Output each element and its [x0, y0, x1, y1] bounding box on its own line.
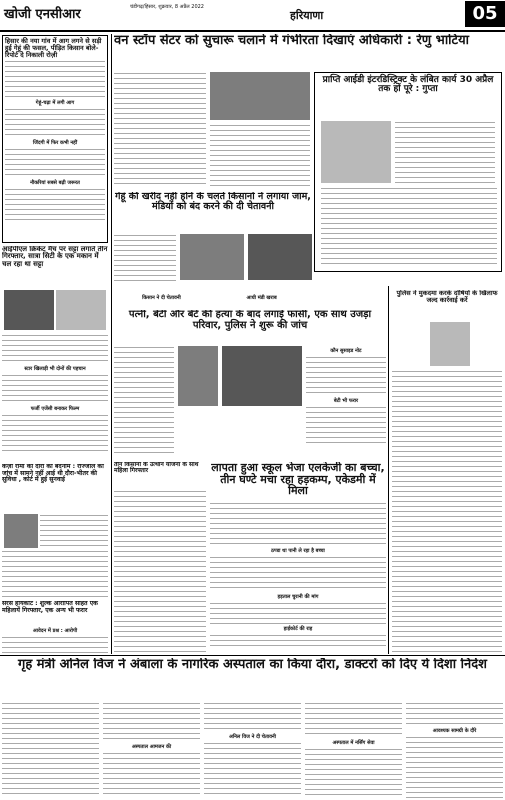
- wheat-photo-1: [180, 234, 244, 280]
- lko-headline-box: [210, 462, 386, 500]
- left-story-3-body-2: [2, 550, 108, 598]
- subhead: नौकरियां सबसे बढ़ी जरूरत: [30, 180, 80, 187]
- murder-headline-box: [114, 310, 386, 344]
- body-text: [210, 556, 386, 592]
- body-text: [2, 550, 108, 598]
- bottom-body: [2, 702, 503, 798]
- murder-photo-1: [178, 346, 218, 406]
- body-text: [5, 60, 105, 98]
- subhead: स्टार खिलाड़ी भी दोनों की पहचान: [24, 366, 86, 372]
- left-headline-2: आईपीएल क्रिकेट मैच पर सट्टा लगाते तीन गिरफ्तार, सात्रा सिटी के एक मकान में चल रहा था सट्टा: [2, 246, 108, 268]
- bottom-column: [103, 702, 200, 798]
- body-text: [103, 702, 200, 742]
- subhead: हड़ताल चुरानी की मांग: [277, 594, 319, 600]
- lead-body-col-2: [210, 124, 310, 188]
- subhead: आधी मंडी खराब: [246, 295, 277, 301]
- subhead: आवेदन में प्रश्न : आरोपी: [32, 628, 78, 634]
- subhead: अस्पताल आमजन की: [131, 744, 172, 750]
- left-story-3-headline: [2, 464, 108, 512]
- body-text: [210, 602, 386, 624]
- left-headline-1: हिसार की नया गांव में आग लगने से सड़ी हुई गेहूं की फसल, पीड़ित किसान बोले- रिपोर्ट दे निकाली रोज़ी: [5, 37, 102, 59]
- body-text: [2, 636, 108, 654]
- lead-headline: वन स्टॉप सेंटर को सुचारू चलाने में गंभीरता दिखाएं अधिकारी : रेणु भाटिया: [114, 34, 470, 48]
- body-text: [210, 634, 386, 648]
- left-headline-4: सरस हायकोर्ट : शुल्क आरोपित सहित एक महिलायें गिरफ्तार, एक अन्य भी फरार: [2, 601, 98, 614]
- murder-body-1: [114, 346, 174, 456]
- body-text: [306, 356, 386, 396]
- left-story-2-body: [2, 334, 108, 462]
- body-text: [2, 414, 108, 454]
- wheat-subheads: [114, 284, 312, 306]
- body-text: [392, 370, 502, 652]
- boxed-headline: प्राप्ति आईडी इंटरडिस्ट्रिक्ट के लंबित कार्य 30 अप्रैल तक हों पूरे : गुप्ता: [322, 75, 494, 95]
- body-text: [204, 742, 301, 798]
- dateline: चंडीगढ़/हिसार, शुक्रवार, 8 अप्रैल 2022: [130, 4, 204, 10]
- section-label: हरियाणा: [290, 9, 324, 22]
- bottom-column: [2, 702, 99, 798]
- lead-photo-meeting: [210, 72, 310, 120]
- right-headline: पुलिस ने मुकदमा करके दोषियों के खिलाफ जल्द कार्रवाई करें: [396, 290, 498, 304]
- wheat-headline: गेहूं की खरीद नहीं होने के चलते किसानों ने लगाया जाम, मंडियों को बंद करने की दी चेतावनी: [115, 192, 311, 212]
- body-text: [406, 736, 503, 798]
- body-text: [210, 502, 386, 546]
- lko-headline: लापता हुआ स्कूल भेजा एलकेजी का बच्चा, तीन घण्टे मचा रहा हड़कम्प, एकेडमी में मिला: [211, 462, 385, 498]
- boxed-story-gupta: [314, 72, 502, 272]
- bottom-column: [406, 702, 503, 798]
- lko-side-body: [114, 490, 206, 652]
- gavel-photo: [4, 514, 38, 548]
- masthead: [0, 0, 505, 32]
- right-story-headline: [392, 290, 502, 320]
- left-story-1: [2, 35, 108, 243]
- left-story-3-body: [40, 514, 108, 548]
- column-rule: [388, 286, 389, 654]
- bottom-column: [204, 702, 301, 798]
- body-text: [114, 346, 174, 456]
- left-story-4-headline: [2, 601, 108, 625]
- wheat-photo-2: [248, 234, 312, 280]
- subhead: कौन सुसाइड नोट: [330, 348, 362, 354]
- body-text: [406, 702, 503, 726]
- column-rule: [111, 34, 112, 654]
- left-headline-3: कर्ज़ी रामों की दौरी को बदनाम : राज्जोल की जांच में सामने नहीं आई थी दौरा-भीतर की सुविधा , कोर्ट में हुई सुनवाई: [2, 464, 104, 483]
- left-story-2-headline: [2, 246, 108, 286]
- cricket-photo-2: [56, 290, 106, 330]
- subhead: फर्जी एजेंसी बनाकर फिल्म: [30, 406, 80, 412]
- body-text: [114, 234, 176, 284]
- body-text: [395, 121, 495, 183]
- brand-logo: खोजी एनसीआर: [4, 7, 81, 22]
- body-text: [2, 334, 108, 364]
- subhead: हाईकोर्ट की राह: [283, 626, 313, 632]
- body-text: [40, 514, 108, 548]
- body-text: [204, 702, 301, 732]
- body-text: [2, 374, 108, 404]
- body-text: [114, 72, 206, 188]
- lead-body-col-1: [114, 72, 206, 188]
- subhead: बेटी भी फरार: [333, 398, 359, 404]
- body-text: [5, 148, 105, 178]
- page-number: 05: [465, 1, 505, 27]
- lko-side-headline-box: [114, 462, 206, 488]
- bottom-column: [305, 702, 402, 798]
- murder-body-2: [306, 346, 386, 456]
- left-story-4-body: [2, 626, 108, 654]
- right-portrait: [430, 322, 470, 366]
- subhead: अस्पताल में नर्सिंग सेवा: [332, 740, 375, 746]
- lko-side-headline: तीन किसानों के उत्थान योजना के साथ महिला गिरफ्तार: [114, 462, 199, 475]
- body-text: [103, 752, 200, 798]
- body-text: [306, 406, 386, 446]
- subhead: ठण्डा था पानी ले रहा है बच्चा: [271, 548, 325, 554]
- subhead: अनिल विज ने दी चेतावनी: [229, 734, 276, 740]
- body-text: [210, 124, 310, 188]
- lead-headline-box: [114, 34, 504, 68]
- lko-body: [210, 502, 386, 652]
- subhead: गेहूं-चढ़ा में लगी आग: [35, 100, 75, 107]
- bottom-headline: गृह मंत्री अनिल विज ने अंबाला के नागरिक अस्पताल का किया दौरा, डाक्टरों को दिए ये दिशा निर्देश: [18, 658, 487, 672]
- right-story-body: [392, 370, 502, 652]
- body-text: [5, 108, 105, 138]
- subhead: आवश्यक सामग्री के दौरे: [432, 728, 477, 734]
- body-text: [321, 187, 497, 267]
- section-rule: [0, 655, 505, 656]
- wheat-body-1: [114, 234, 176, 284]
- body-text: [114, 490, 206, 652]
- subhead: जिंदगी में फिर कभी नहीं: [32, 140, 78, 147]
- body-text: [5, 188, 105, 222]
- subhead: किसान ने दी चेतावनी: [142, 295, 181, 301]
- body-text: [305, 748, 402, 798]
- murder-headline: पत्नी, बेटी और बेटे की हत्या के बाद लगाई फांसी, एक साथ उजड़ा परिवार, पुलिस ने शुरू की जांच: [128, 310, 372, 331]
- wheat-headline-box: [114, 192, 312, 230]
- body-text: [2, 702, 99, 798]
- murder-photo-2: [222, 346, 302, 406]
- gupta-portrait: [321, 121, 391, 183]
- cricket-photo-1: [4, 290, 54, 330]
- body-text: [305, 702, 402, 738]
- bottom-headline-box: [2, 658, 503, 698]
